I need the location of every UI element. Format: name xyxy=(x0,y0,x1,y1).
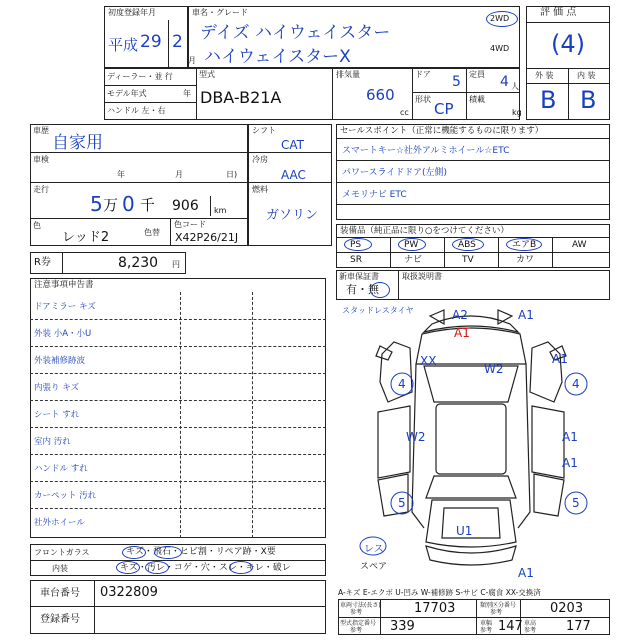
equipment-title: 装備品（純正品に限り○をつけてください） xyxy=(340,226,509,236)
exterior-grade: B xyxy=(540,86,557,114)
glass-scratch-circle xyxy=(122,546,146,559)
equip-abs: ABS xyxy=(458,240,476,250)
equip-sr: SR xyxy=(350,255,362,265)
spare-circle-label: レス xyxy=(364,544,384,555)
evaluation-score: (4) xyxy=(551,30,585,58)
base-value: 339 xyxy=(390,619,415,634)
width-label: 車幅 xyxy=(480,620,493,627)
mark-a1-right-rear: A1 xyxy=(562,456,578,470)
equip-navi: ナビ xyxy=(404,255,423,265)
ref-label-4: 参考 xyxy=(480,627,493,634)
ref-label-2: 参考 xyxy=(490,609,503,616)
shape-label: 形状 xyxy=(415,95,431,104)
selling-point-3: メモリナビ ETC xyxy=(342,190,407,200)
shift-value: CAT xyxy=(281,138,304,152)
note-item: カーペット 汚れ xyxy=(34,491,97,501)
equip-leather: カワ xyxy=(516,255,535,265)
cc-unit: cc xyxy=(400,108,409,117)
equip-pw: PW xyxy=(404,240,419,250)
load-label: 積載 xyxy=(469,95,485,104)
inspection-label: 車検 xyxy=(33,155,49,164)
selling-point-2: パワースライドドア(左側) xyxy=(342,168,448,178)
chassis-number: 0322809 xyxy=(100,585,158,600)
yen-unit: 円 xyxy=(172,260,180,269)
note-item: 外装 小A・小U xyxy=(34,329,92,339)
notes-row-line xyxy=(30,454,326,455)
reg-month: 2 xyxy=(172,32,183,52)
int-wear-circle xyxy=(229,561,253,574)
notes-row-line xyxy=(30,400,326,401)
era: 平成 xyxy=(108,36,139,54)
base-label: 型式指定番号 xyxy=(340,620,377,627)
km-unit: km xyxy=(214,206,227,215)
reg-label: 登録番号 xyxy=(40,614,80,625)
reg-year: 29 xyxy=(140,32,162,52)
front-glass-label: フロントガラス xyxy=(34,548,90,557)
fuel-label: 燃料 xyxy=(252,185,268,194)
mileage-label: 走行 xyxy=(33,185,49,194)
insp-year: 年 xyxy=(117,170,125,179)
warranty-value: 有・無 xyxy=(346,283,379,296)
color-value: レッド2 xyxy=(62,230,110,245)
notes-row-line xyxy=(30,481,326,482)
fuel-value: ガソリン xyxy=(266,208,319,223)
selling-points-title: セールスポイント（正常に機能するものに限ります） xyxy=(340,126,544,136)
mileage-man: 5 xyxy=(90,192,103,216)
int-scratch-circle xyxy=(116,561,140,574)
width-value: 147 xyxy=(498,619,523,634)
mark-a1-right-front: A1 xyxy=(552,352,568,366)
code-value: 0203 xyxy=(550,601,584,616)
interior-label: 内 装 xyxy=(577,71,596,80)
color-code-label: 色コード xyxy=(174,220,206,229)
color-code: X42P26/21J xyxy=(175,231,239,244)
recycle-box xyxy=(30,252,186,274)
code-label: 類別区分番号 xyxy=(480,602,517,609)
mark-a1-rear: A1 xyxy=(518,566,534,580)
shift-label: シフト xyxy=(252,126,276,135)
recycle-value: 8,230 xyxy=(118,255,159,271)
dealer-label: ディーラー・並 行 xyxy=(107,72,173,81)
mark-4-left: 4 xyxy=(398,377,406,391)
notes-row-line xyxy=(30,319,326,320)
capacity-label: 定員 xyxy=(469,70,485,79)
chassis-label: 車台番号 xyxy=(40,588,80,599)
equip-aw: AW xyxy=(572,240,587,250)
man-unit: 万 xyxy=(103,196,119,214)
insp-day: 日) xyxy=(226,170,238,179)
warranty-title: 新車保証書 xyxy=(339,272,379,281)
mark-a2: A2 xyxy=(452,308,468,322)
color-swap-label: 色替 xyxy=(144,228,160,237)
note-item: 外装補修跡波 xyxy=(34,356,86,366)
capacity-unit: 人 xyxy=(511,82,519,91)
length-label: 車両寸法(長さ) xyxy=(340,602,381,609)
notes-row-line xyxy=(30,508,326,509)
equip-ps: PS xyxy=(350,240,362,250)
displacement-label: 排気量 xyxy=(336,70,360,79)
notes-title: 注意事項申告書 xyxy=(34,280,94,290)
height-value: 177 xyxy=(566,619,591,634)
recycle-label: R券 xyxy=(34,257,51,268)
type-label: 型式 xyxy=(199,70,215,79)
month-unit: 月 xyxy=(188,56,196,65)
manual-title: 取扱説明書 xyxy=(402,272,442,281)
drive-2wd: 2WD xyxy=(490,14,510,23)
length-value: 17703 xyxy=(414,601,456,616)
glass-chip-circle xyxy=(154,546,182,559)
first-reg-label: 初度登録年月 xyxy=(108,8,156,17)
note-item: ハンドル すれ xyxy=(34,464,88,474)
note-item: ドアミラー キズ xyxy=(34,302,96,312)
displacement-value: 660 xyxy=(366,86,395,104)
int-dirt-circle xyxy=(145,561,169,574)
model-year-label: モデル年式 xyxy=(107,89,147,98)
handle-label: ハンドル 左・右 xyxy=(107,106,166,115)
kg-unit: kg xyxy=(512,108,522,117)
mileage-sen: 0 xyxy=(122,192,135,216)
mark-5-right: 5 xyxy=(572,496,580,510)
model-year-unit: 年 xyxy=(183,89,191,98)
ac-value: AAC xyxy=(281,168,306,182)
studless-label: スタッドレスタイヤ xyxy=(342,306,414,315)
ref-label-5: 参考 xyxy=(524,627,537,634)
use-value: 自家用 xyxy=(52,133,103,153)
shape-value: CP xyxy=(434,100,454,118)
mark-a1-front-right: A1 xyxy=(518,308,534,322)
note-item: 室内 汚れ xyxy=(34,437,71,447)
door-label: ドア xyxy=(415,70,431,79)
interior-damage-value: キズ・汚レ・コゲ・穴・スレ・キレ・破レ xyxy=(120,563,291,573)
notes-row-line xyxy=(30,346,326,347)
mark-w2-hood: W2 xyxy=(484,362,504,376)
note-item: 内張り キズ xyxy=(34,383,80,393)
interior-damage-label: 内装 xyxy=(52,564,68,573)
drive-4wd: 4WD xyxy=(490,44,510,53)
door-value: 5 xyxy=(452,74,461,90)
mark-a1-right-door: A1 xyxy=(562,430,578,444)
damage-legend: A-キズ E-エクボ U-凹み W-補修跡 S-サビ C-腐食 XX-交換済 xyxy=(338,588,541,597)
ref-label-3: 参考 xyxy=(350,627,363,634)
sen-unit: 千 xyxy=(140,196,156,214)
front-glass-value: キズ・飛石・ヒビ割・リペア跡・X要 xyxy=(126,547,276,557)
mark-xx: XX xyxy=(420,354,437,368)
use-label: 車歴 xyxy=(33,126,49,135)
notes-row-line xyxy=(30,427,326,428)
equip-airbag: エアB xyxy=(512,240,537,250)
selling-point-1: スマートキー☆社外アルミホイール☆ETC xyxy=(342,146,510,156)
type-value: DBA-B21A xyxy=(200,88,282,107)
name-grade-label: 車名・グレード xyxy=(192,8,248,17)
mark-4-right: 4 xyxy=(572,377,580,391)
equip-tv: TV xyxy=(462,255,474,265)
mark-5-left: 5 xyxy=(398,496,406,510)
capacity-value: 4 xyxy=(500,74,509,90)
grade: ハイウェイスターX xyxy=(204,47,351,67)
insp-month: 月 xyxy=(175,170,183,179)
note-item: シート すれ xyxy=(34,410,80,420)
exterior-label: 外 装 xyxy=(535,71,554,80)
note-item: 社外ホイール xyxy=(34,518,85,528)
height-label: 車高 xyxy=(524,620,537,627)
ac-label: 冷房 xyxy=(252,155,268,164)
mark-a1-front-red: A1 xyxy=(454,326,470,340)
color-label: 色 xyxy=(33,221,41,230)
car-name: デイズ ハイウェイスター xyxy=(200,23,391,43)
mark-w2-left: W2 xyxy=(406,430,426,444)
evaluation-title: 評 価 点 xyxy=(540,7,577,18)
interior-grade: B xyxy=(580,86,597,114)
mark-u1: U1 xyxy=(456,524,473,538)
mileage-rest: 906 xyxy=(172,198,199,214)
ref-label-1: 参考 xyxy=(350,609,363,616)
notes-row-line xyxy=(30,373,326,374)
spare-label: スペア xyxy=(360,562,388,572)
